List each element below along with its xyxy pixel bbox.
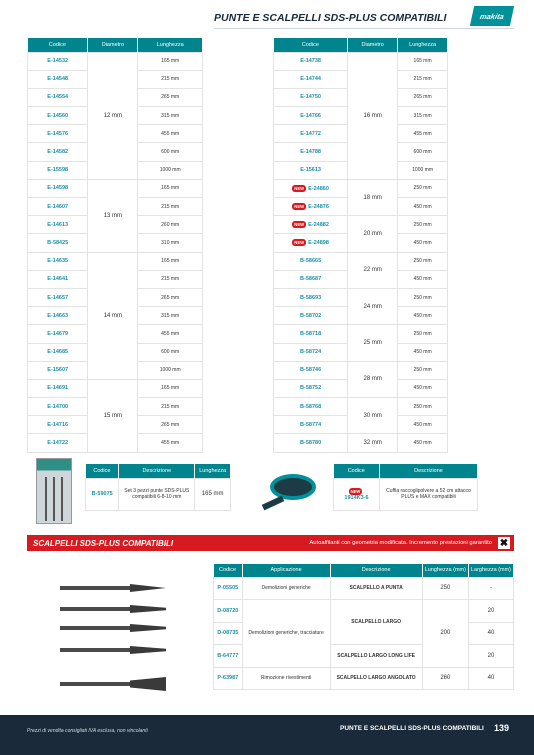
- product-code-cell: [274, 270, 348, 288]
- length: 600 mm: [398, 143, 448, 161]
- chisel-col-header: Applicazione: [242, 564, 330, 577]
- product-code-cell: [274, 125, 348, 143]
- product-code: E-14750: [300, 94, 321, 101]
- product-code: B-58702: [300, 312, 322, 319]
- length: 250 mm: [398, 216, 448, 234]
- length: 250 mm: [398, 361, 448, 379]
- product-code-cell: [274, 52, 348, 70]
- product-code: B-58724: [300, 349, 322, 356]
- product-code-cell: [274, 398, 348, 416]
- product-code-cell: [28, 307, 88, 325]
- product-code: E-14679: [47, 330, 69, 337]
- length: 450 mm: [398, 343, 448, 361]
- product-code-cell: [28, 107, 88, 125]
- diameter: 18 mm: [348, 179, 398, 215]
- product-code-cell: [274, 216, 348, 234]
- col-description: Descrizione: [380, 464, 478, 478]
- col-code: Codice: [28, 38, 88, 52]
- diameter: 16 mm: [348, 52, 398, 179]
- length: 1000 mm: [398, 161, 448, 179]
- product-code: E-24882: [308, 222, 329, 229]
- product-code: E-14598: [47, 185, 69, 192]
- product-code-cell: [28, 198, 88, 216]
- table-row: [274, 361, 448, 379]
- product-code: E-14772: [300, 130, 321, 137]
- product-code-cell: [28, 343, 88, 361]
- product-code: E-14716: [47, 421, 69, 428]
- page-number: 139: [494, 723, 510, 733]
- length: 165 mm: [398, 52, 448, 70]
- product-code-cell: [28, 179, 88, 197]
- product-code: E-14700: [47, 403, 69, 410]
- footer-note: Prezzi di vendita consigliati IVA esclusa, non vincolanti: [27, 728, 148, 734]
- product-code: E-14635: [47, 258, 69, 265]
- table-row: [274, 398, 448, 416]
- product-code-cell: [28, 161, 88, 179]
- diameter: 12 mm: [88, 52, 138, 179]
- dust-cup-table: [333, 464, 478, 511]
- diameter: 30 mm: [348, 398, 398, 434]
- length: 250 mm: [398, 288, 448, 306]
- drill-table-left: [27, 38, 203, 453]
- chisel-width: 20: [469, 645, 514, 668]
- product-code-cell: [274, 288, 348, 306]
- chisel-table: [213, 564, 514, 690]
- length: 165 mm: [138, 252, 203, 270]
- length: 165 mm: [138, 379, 203, 397]
- product-code: B-58718: [300, 330, 322, 337]
- product-code: E-14657: [47, 294, 69, 301]
- footer: [0, 715, 534, 755]
- length: 450 mm: [398, 434, 448, 452]
- product-code-cell: [28, 288, 88, 306]
- table-row: [28, 52, 203, 70]
- product-code: E-14722: [47, 440, 69, 447]
- length: 450 mm: [398, 416, 448, 434]
- length: 250 mm: [398, 398, 448, 416]
- new-badge: NEW: [294, 204, 305, 210]
- section-subtitle: Autoaffilanti con geometria modificata. Incremento prestazioni garantito: [309, 540, 492, 546]
- new-badge: NEW: [294, 240, 305, 246]
- length: 250 mm: [398, 179, 448, 197]
- product-code: B-58780: [300, 440, 322, 447]
- length: 1000 mm: [138, 161, 203, 179]
- length: 1000 mm: [138, 361, 203, 379]
- length: 315 mm: [138, 107, 203, 125]
- drill-set-image: [36, 458, 72, 524]
- product-code: E-14788: [300, 149, 321, 156]
- chisel-angled-image: [60, 677, 170, 691]
- product-code-cell: [28, 70, 88, 88]
- length: 315 mm: [398, 107, 448, 125]
- col-description: Descrizione: [119, 464, 195, 478]
- length: 215 mm: [138, 270, 203, 288]
- chisel-application: Demolizioni generiche, tracciature: [242, 600, 330, 668]
- section-bar: [27, 535, 514, 551]
- product-code: B-58768: [300, 403, 322, 410]
- section-title: SCALPELLI SDS-PLUS COMPATIBILI: [33, 538, 174, 548]
- product-code-cell: [274, 252, 348, 270]
- length: 600 mm: [138, 343, 203, 361]
- table-row: [274, 52, 448, 70]
- product-code-cell: [28, 434, 88, 452]
- chisel-width: -: [469, 577, 514, 600]
- col-diameter: Diametro: [88, 38, 138, 52]
- table-row: [28, 179, 203, 197]
- chisel-col-header: Larghezza (mm): [469, 564, 514, 577]
- product-code: E-15598: [47, 167, 69, 174]
- product-code: B-58693: [300, 294, 322, 301]
- diameter: 22 mm: [348, 252, 398, 288]
- chisel-width: 40: [469, 667, 514, 690]
- product-code: B-58746: [300, 367, 322, 374]
- chisel-point-image: [60, 584, 170, 592]
- chisel-width: 20: [469, 600, 514, 623]
- product-code-cell: [274, 198, 348, 216]
- diameter: 13 mm: [88, 179, 138, 252]
- diameter: 15 mm: [88, 379, 138, 452]
- table-row: [274, 434, 448, 452]
- product-code: E-14560: [47, 112, 69, 119]
- page-title: PUNTE E SCALPELLI SDS-PLUS COMPATIBILI: [214, 12, 447, 24]
- product-code-cell: [274, 107, 348, 125]
- length: 455 mm: [138, 125, 203, 143]
- product-code-cell: [28, 125, 88, 143]
- chisel-code: B-64777: [214, 645, 243, 668]
- length: 250 mm: [398, 325, 448, 343]
- header-divider: [214, 28, 514, 29]
- col-code: Codice: [86, 464, 119, 478]
- cuffia-description: Cuffia raccoglipolvere a 52 cm attacco PLUS e MAX compatibili: [380, 478, 478, 510]
- set-length: 165 mm: [195, 478, 231, 510]
- table-row: [274, 179, 448, 197]
- length: 600 mm: [138, 143, 203, 161]
- product-code: E-24876: [308, 204, 329, 211]
- product-code: E-14685: [47, 349, 69, 356]
- product-code-cell: [274, 379, 348, 397]
- product-code: E-24860: [308, 185, 329, 192]
- col-code: Codice: [274, 38, 348, 52]
- product-code-cell: [28, 270, 88, 288]
- product-code: E-14607: [47, 203, 69, 210]
- length: 450 mm: [398, 234, 448, 252]
- length: 165 mm: [138, 52, 203, 70]
- length: 450 mm: [398, 379, 448, 397]
- set-description: Set 3 pezzi punte SDS-PLUS compatibili 6-8-10 mm: [119, 478, 195, 510]
- cuffia-code: 1914K3-6: [344, 494, 369, 501]
- new-badge: NEW: [294, 222, 305, 228]
- chisel-code: P-05505: [214, 577, 243, 600]
- product-code: E-14691: [47, 385, 69, 392]
- product-code: E-15607: [47, 367, 69, 374]
- chisel-col-header: Lunghezza (mm): [422, 564, 468, 577]
- length: 215 mm: [138, 70, 203, 88]
- product-code: E-14641: [47, 276, 69, 283]
- product-code: E-14576: [47, 130, 69, 137]
- length: 310 mm: [138, 234, 203, 252]
- chisel-code: P-63987: [214, 667, 243, 690]
- product-code-cell: [28, 143, 88, 161]
- col-length: Lunghezza: [195, 464, 231, 478]
- diameter: 28 mm: [348, 361, 398, 397]
- chisel-length: 200: [422, 600, 468, 668]
- col-length: Lunghezza: [398, 38, 448, 52]
- diameter: 20 mm: [348, 216, 398, 252]
- chisel-description: SCALPELLO LARGO: [330, 600, 422, 645]
- chisel-wide-image: [60, 624, 170, 632]
- new-badge: NEW: [294, 185, 305, 191]
- product-code: E-14613: [47, 221, 69, 228]
- diameter: 24 mm: [348, 288, 398, 324]
- product-code-cell: [274, 343, 348, 361]
- chisel-code: D-08735: [214, 622, 243, 645]
- length: 265 mm: [138, 288, 203, 306]
- product-code-cell: [28, 252, 88, 270]
- chisel-col-header: Descrizione: [330, 564, 422, 577]
- product-code: E-14548: [47, 76, 69, 83]
- product-code-cell: [274, 161, 348, 179]
- product-code: B-58752: [300, 385, 322, 392]
- chisel-width: 40: [469, 622, 514, 645]
- chisel-application: Demolizioni generiche: [242, 577, 330, 600]
- dust-cup-image: [262, 470, 326, 516]
- chisel-description: SCALPELLO A PUNTA: [330, 577, 422, 600]
- length: 165 mm: [138, 179, 203, 197]
- length: 215 mm: [138, 398, 203, 416]
- product-code-cell: [274, 143, 348, 161]
- length: 250 mm: [398, 252, 448, 270]
- product-code-cell: [274, 361, 348, 379]
- product-code-cell: [28, 52, 88, 70]
- length: 455 mm: [138, 434, 203, 452]
- drill-table-right: [273, 38, 448, 453]
- product-code: B-58687: [300, 276, 322, 283]
- product-code: E-14582: [47, 149, 69, 156]
- product-code-cell: [274, 434, 348, 452]
- length: 455 mm: [398, 125, 448, 143]
- chisel-code: D-08720: [214, 600, 243, 623]
- table-row: [28, 379, 203, 397]
- product-code: E-14766: [300, 112, 321, 119]
- diameter: 14 mm: [88, 252, 138, 379]
- set-code: B-59075: [86, 478, 119, 510]
- product-code-cell: [28, 234, 88, 252]
- length: 450 mm: [398, 198, 448, 216]
- table-row: [274, 216, 448, 234]
- chisel-length: 250: [422, 577, 468, 600]
- length: 455 mm: [138, 325, 203, 343]
- length: 315 mm: [138, 307, 203, 325]
- product-code-cell: [274, 70, 348, 88]
- chisel-flat-image: [60, 605, 170, 613]
- product-code-cell: [28, 361, 88, 379]
- chisel-longlife-image: [60, 646, 170, 654]
- length: 265 mm: [138, 88, 203, 106]
- footer-section: PUNTE E SCALPELLI SDS-PLUS COMPATIBILI: [340, 725, 484, 732]
- cuffia-code-cell: [334, 478, 380, 510]
- product-code: E-14663: [47, 312, 69, 319]
- table-row: [274, 325, 448, 343]
- product-code: E-14532: [47, 58, 69, 65]
- chisel-description: SCALPELLO LARGO ANGOLATO: [330, 667, 422, 690]
- product-code-cell: [28, 325, 88, 343]
- table-row: [274, 252, 448, 270]
- length: 265 mm: [398, 88, 448, 106]
- product-code: B-58774: [300, 421, 322, 428]
- product-code-cell: [274, 234, 348, 252]
- product-code-cell: [274, 416, 348, 434]
- length: 450 mm: [398, 270, 448, 288]
- length: 450 mm: [398, 307, 448, 325]
- product-code: E-14554: [47, 94, 69, 101]
- diameter: 25 mm: [348, 325, 398, 361]
- chisel-description: SCALPELLO LARGO LONG LIFE: [330, 645, 422, 668]
- table-row: [274, 288, 448, 306]
- product-code: E-24898: [308, 240, 329, 247]
- length: 215 mm: [138, 198, 203, 216]
- diameter: 32 mm: [348, 434, 398, 452]
- table-row: [28, 252, 203, 270]
- product-code: B-58665: [300, 258, 322, 265]
- product-code-cell: [274, 179, 348, 197]
- length: 260 mm: [138, 216, 203, 234]
- product-code-cell: [274, 88, 348, 106]
- col-diameter: Diametro: [348, 38, 398, 52]
- product-code: E-15613: [300, 167, 321, 174]
- product-code-cell: [274, 325, 348, 343]
- product-code-cell: [28, 416, 88, 434]
- makita-logo: makita: [470, 6, 514, 26]
- product-code-cell: [28, 398, 88, 416]
- col-code: Codice: [334, 464, 380, 478]
- product-code-cell: [28, 88, 88, 106]
- cross-icon: ✖: [499, 537, 509, 549]
- product-code-cell: [28, 216, 88, 234]
- product-code: E-14738: [300, 58, 321, 65]
- product-code: E-14744: [300, 76, 321, 83]
- col-length: Lunghezza: [138, 38, 203, 52]
- product-code-cell: [274, 307, 348, 325]
- chisel-length: 260: [422, 667, 468, 690]
- chisel-application: Rimozione rivestimenti: [242, 667, 330, 690]
- product-code-cell: [28, 379, 88, 397]
- length: 215 mm: [398, 70, 448, 88]
- chisel-col-header: Codice: [214, 564, 243, 577]
- drill-set-table: [85, 464, 231, 511]
- new-badge: NEW: [350, 488, 361, 494]
- length: 265 mm: [138, 416, 203, 434]
- product-code: B-58425: [47, 239, 69, 246]
